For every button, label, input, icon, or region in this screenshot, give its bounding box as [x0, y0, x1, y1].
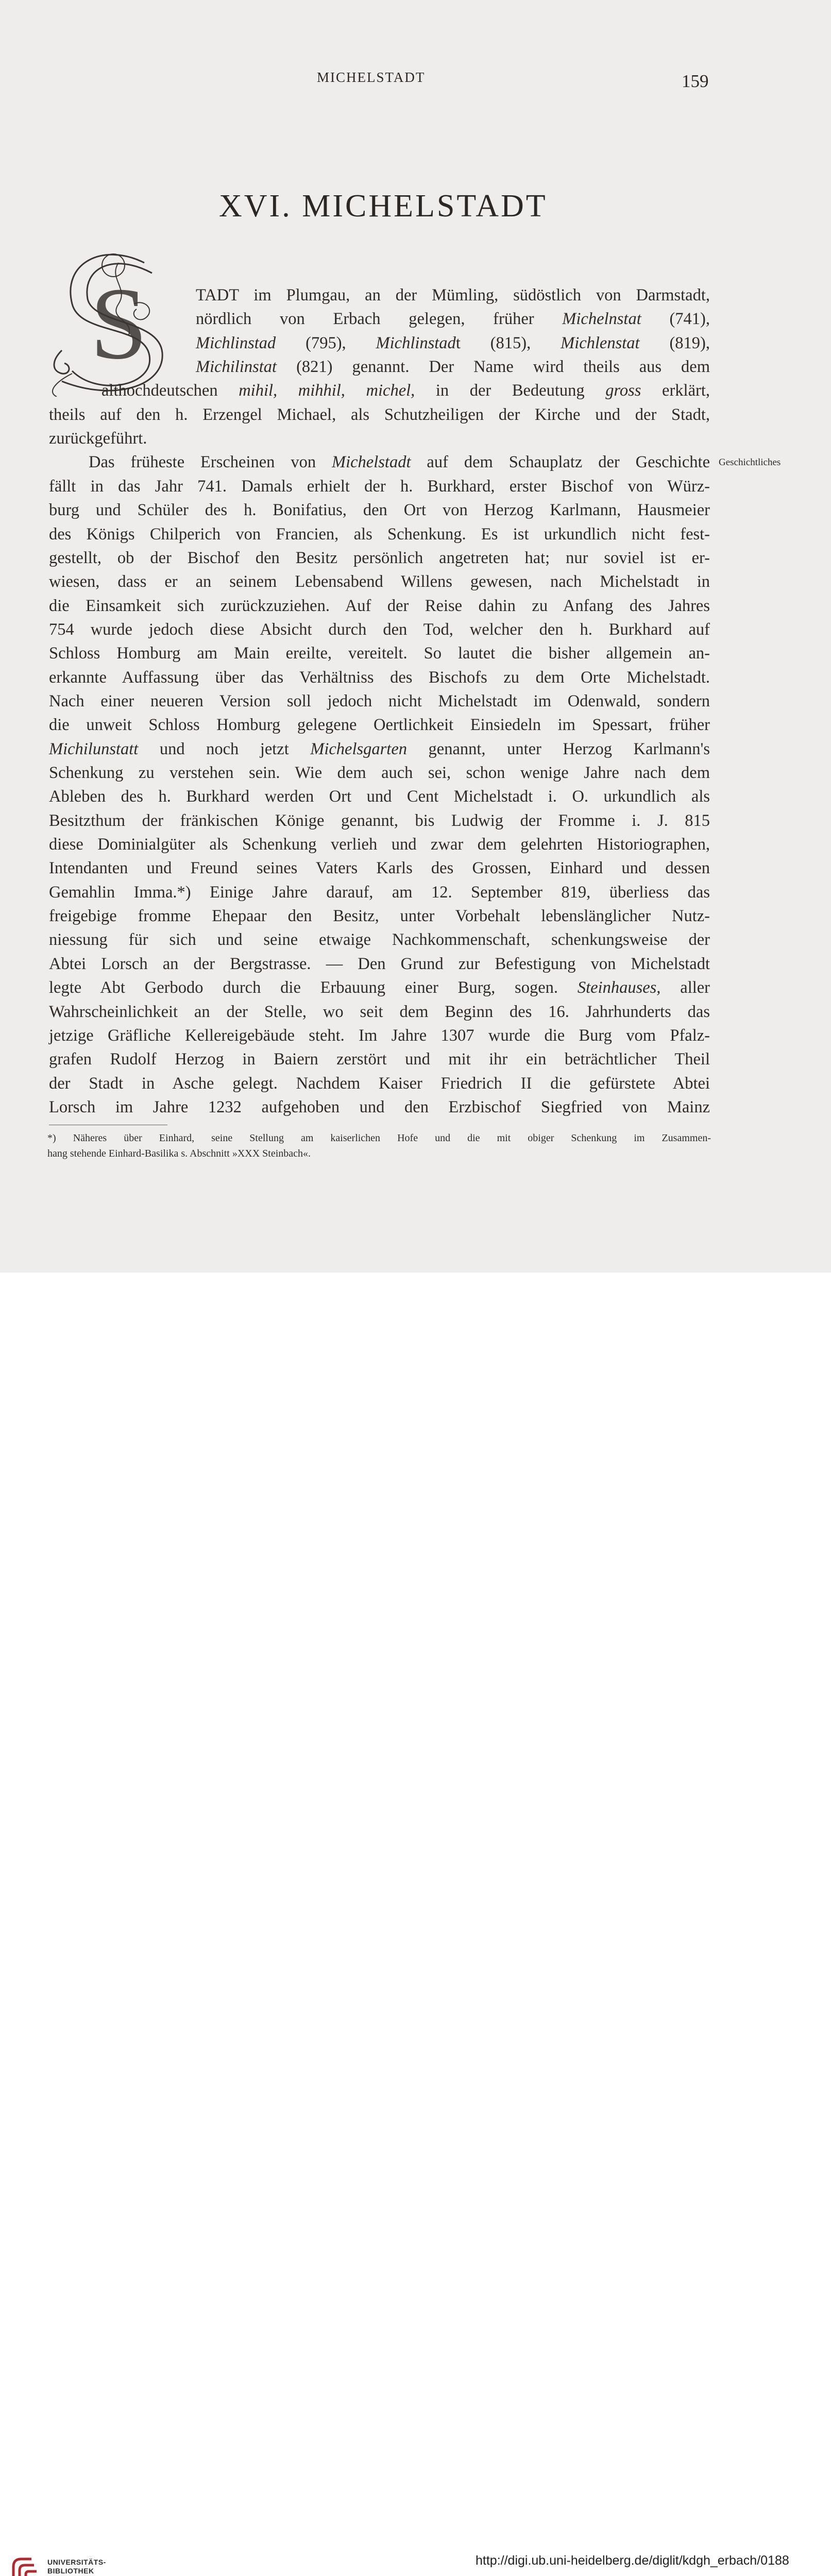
chapter-title: XVI. MICHELSTADT: [219, 189, 548, 224]
body-line-29: Abtei Lorsch an der Bergstrasse. — Den Grund zur Befestigung von Michelstadt: [49, 954, 710, 973]
body-line-31: Wahrscheinlichkeit an der Stelle, wo seit dem Beginn des 16. Jahrhunderts das: [49, 1002, 710, 1021]
library-name-line-1: UNIVERSITÄTS-: [47, 2558, 106, 2566]
body-line-4: Michilinstat (821) genannt. Der Name wird theils aus dem: [196, 358, 710, 377]
drop-cap-letter: S: [90, 267, 148, 381]
page-number: 159: [682, 71, 709, 91]
body-line-21: Schenkung zu verstehen sein. Wie dem auch sei, schon wenige Jahre nach dem: [49, 764, 710, 782]
library-name-line-3: [47, 2575, 96, 2576]
footnote-line-2: hang stehende Einhard-Basilika s. Abschnitt »XXX Steinbach«.: [47, 1148, 311, 1159]
body-line-10: burg und Schüler des h. Bonifatius, den Ort von Herzog Karlmann, Hausmeier: [49, 501, 710, 520]
library-logo-icon: [8, 2554, 39, 2576]
body-line-24: diese Dominialgüter als Schenkung verlieh und zwar dem gelehrten Historiographen,: [49, 835, 710, 854]
body-line-23: Besitzthum der fränkischen Könige genannt, bis Ludwig der Fromme i. J. 815: [49, 811, 710, 830]
body-line-8: Das früheste Erscheinen von Michelstadt auf dem Schauplatz der Geschichte: [89, 453, 710, 472]
body-line-13: wiesen, dass er an seinem Lebensabend Willens gewesen, nach Michelstadt in: [49, 572, 710, 591]
ornamental-initial-s: [41, 242, 196, 397]
body-line-28: niessung für sich und seine etwaige Nachkommenschaft, schenkungsweise der: [49, 930, 710, 950]
body-line-26: Gemahlin Imma.*) Einige Jahre darauf, am 12. September 819, überliess das: [49, 883, 710, 902]
body-line-16: Schloss Homburg am Main ereilte, vereitelt. So lautet die bisher allgemein an-: [49, 644, 710, 663]
body-line-32: jetzige Gräfliche Kellereigebäude steht. Im Jahre 1307 wurde die Burg vom Pfalz-: [49, 1026, 710, 1045]
source-url-link[interactable]: http://digi.ub.uni-heidelberg.de/diglit/kdgh_erbach/0188: [476, 2553, 789, 2568]
body-line-22: Ableben des h. Burkhard werden Ort und Cent Michelstadt i. O. urkundlich als: [49, 787, 710, 806]
body-line-20: Michilunstatt und noch jetzt Michelsgarten genannt, unter Herzog Karlmann's: [49, 739, 710, 758]
body-line-35: Lorsch im Jahre 1232 aufgehoben und den Erzbischof Siegfried von Mainz: [49, 1097, 710, 1116]
scanned-page: [0, 0, 831, 1273]
body-line-25: Intendanten und Freund seines Vaters Karls des Grossen, Einhard und dessen: [49, 859, 710, 878]
body-line-2: nördlich von Erbach gelegen, früher Michelnstat (741),: [196, 310, 710, 329]
body-line-34: der Stadt in Asche gelegt. Nachdem Kaiser Friedrich II die gefürstete Abtei: [49, 1074, 710, 1093]
digitization-footer: [0, 1273, 831, 2575]
body-line-18: Nach einer neueren Version soll jedoch nicht Michelstadt im Odenwald, sondern: [49, 691, 710, 710]
body-line-30: legte Abt Gerbodo durch die Erbauung einer Burg, sogen. Steinhauses, aller: [49, 978, 710, 997]
body-line-12: gestellt, ob der Bischof den Besitz persönlich angetreten hat; nur soviel ist er-: [49, 548, 710, 567]
margin-note: Geschichtliches: [719, 457, 781, 468]
footnote-line-1: *) Näheres über Einhard, seine Stellung am kaiserlichen Hofe und die mit obiger Schenkung im Zusammen-: [47, 1132, 711, 1144]
body-line-27: freigebige fromme Ehepaar den Besitz, unter Vorbehalt lebenslänglicher Nutz-: [49, 907, 710, 926]
body-line-15: 754 wurde jedoch diese Absicht durch den Tod, welcher den h. Burkhard auf: [49, 620, 710, 639]
body-line-5: althochdeutschen mihil, mihhil, michel, in der Bedeutung gross erklärt,: [101, 381, 710, 400]
body-line-17: erkannte Auffassung über das Verhältniss des Bischofs zu dem Orte Michelstadt.: [49, 668, 710, 687]
library-name-line-2: BIBLIOTHEK: [47, 2567, 94, 2575]
body-line-14: die Einsamkeit sich zurückzuziehen. Auf der Reise dahin zu Anfang des Jahres: [49, 596, 710, 615]
body-line-11: des Königs Chilperich von Francien, als Schenkung. Es ist urkundlich nicht fest-: [49, 524, 710, 544]
body-line-33: grafen Rudolf Herzog in Baiern zerstört und mit ihr ein beträchtlicher Theil: [49, 1050, 710, 1069]
body-line-6: theils auf den h. Erzengel Michael, als Schutzheiligen der Kirche und der Stadt,: [49, 405, 710, 424]
body-line-19: die unweit Schloss Homburg gelegene Oertlichkeit Einsiedeln im Spessart, früher: [49, 716, 710, 735]
body-line-9: fällt in das Jahr 741. Damals erhielt der h. Burkhard, erster Bischof von Würz-: [49, 477, 710, 496]
running-head: MICHELSTADT: [317, 70, 426, 85]
body-line-1: TADT im Plumgau, an der Mümling, südöstlich von Darmstadt,: [196, 286, 710, 304]
body-line-7: zurückgeführt.: [49, 429, 147, 448]
body-line-3: Michlinstad (795), Michlinstadt (815), Michlenstat (819),: [196, 333, 710, 352]
